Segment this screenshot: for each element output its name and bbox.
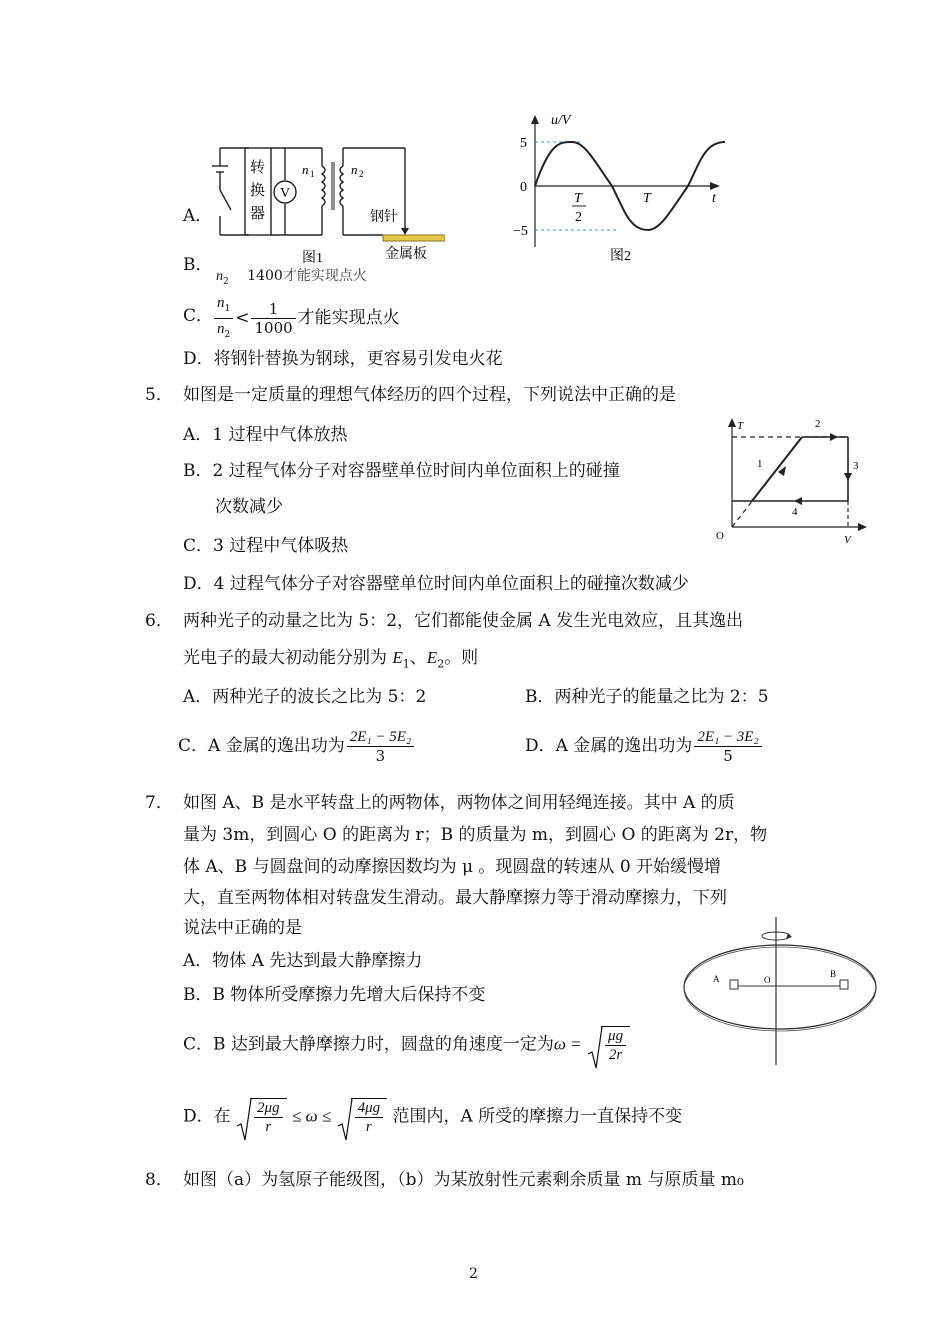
q7-option-b: B．B 物体所受摩擦力先增大后保持不变 [183,985,486,1005]
q6-number: 6． [145,611,173,631]
n1-sub: 1 [310,169,315,179]
n2-sub: 2 [359,169,364,179]
center-o-label: O [764,975,771,985]
object-b-label: B [830,969,837,979]
converter-char-1: 转 [250,160,266,176]
sine-figure-2 [510,112,730,272]
q7-option-c: C．B 达到最大静摩擦力时，圆盘的角速度一定为ω = $\frac{\mu g}{2r}$ [183,1026,630,1064]
y-min-label: −5 [513,224,528,239]
q7-stem-line2: 量为 3m，到圆心 O 的距离为 r；B 的质量为 m，到圆心 O 的距离为 2r，物 [183,825,768,845]
option-c-expr: $\frac{n_1}{n_2}$ < $\frac{1}{1000}$ 才能实现点火 [212,293,400,344]
converter-char-2: 换 [250,183,266,199]
half-period-num: T [574,191,582,206]
q5-option-c: C．3 过程中气体吸热 [183,536,349,556]
process-1-label: 1 [757,458,763,470]
q7-stem-line4: 大，直至两物体相对转盘发生滑动。最大静摩擦力等于滑动摩擦力，下列 [183,888,727,908]
sqrt-sign: $\frac{\mu g}{2r}$ [587,1026,630,1064]
figure-1-caption: 图1 [302,251,323,266]
needle-label: 钢针 [370,210,398,225]
option-a-label: A． [183,206,213,226]
q5-option-a: A．1 过程中气体放热 [183,425,348,445]
q8-number: 8． [145,1170,173,1190]
q5-option-d: D．4 过程气体分子对容器壁单位时间内单位面积上的碰撞次数减少 [183,574,689,594]
y-zero-label: 0 [520,180,527,195]
q5-number: 5． [145,385,173,405]
q6-stem-line2: 光电子的最大初动能分别为 $E_1$、$E_2$。则 [183,648,479,671]
period-label: T [643,191,651,206]
q6-option-d: D．A 金属的逸出功为 $\frac{\text{2E₁ − 3E₂}}{5}$ [525,728,764,765]
option-b-label: B． [183,255,213,275]
v-axis-label: V [844,534,851,545]
option-b-fragment: $n_2$ 1400才能实现点火 [216,268,367,287]
q7-stem-line1: 如图 A、B 是水平转盘上的两物体，两物体之间用轻绳连接。其中 A 的质 [183,793,735,813]
process-3-label: 3 [853,460,859,472]
y-max-label: 5 [520,136,527,151]
q6-option-a: A．两种光子的波长之比为 5：2 [183,687,427,707]
q6-stem-line1: 两种光子的动量之比为 5：2，它们都能使金属 A 发生光电效应，且其逸出 [183,611,744,631]
y-axis-label: u/V [551,113,571,128]
q4-option-d: D．将钢针替换为钢球，更容易引发电火花 [183,349,503,369]
process-2-label: 2 [815,418,821,430]
q6-option-b: B．两种光子的能量之比为 2：5 [525,687,769,707]
n1-label: n [302,162,309,177]
circuit-figure-1 [205,138,445,268]
q7-option-a: A．物体 A 先达到最大静摩擦力 [183,951,423,971]
plate-label: 金属板 [385,247,427,262]
q5-option-b-line2: 次数减少 [215,497,283,517]
q5-stem: 如图是一定质量的理想气体经历的四个过程，下列说法中正确的是 [183,385,676,405]
t-axis-label: T [737,420,744,432]
turntable-figure [680,915,890,1070]
origin-label: O [716,530,724,542]
figure-2-caption: 图2 [610,249,631,264]
q5-option-b-line1: B．2 过程气体分子对容器壁单位时间内单位面积上的碰撞 [183,461,620,481]
object-a-label: A [713,974,720,984]
process-4-label: 4 [792,506,798,518]
page-number: 2 [469,1266,478,1282]
q8-stem: 如图（a）为氢原子能级图，（b）为某放射性元素剩余质量 m 与原质量 m₀ [183,1170,744,1190]
q7-option-d: D．在 $\frac{2\mu g}{r}$ ≤ ω ≤ $\frac{4\mu g}{r}$ 范围内，A 所受的摩擦力一直保持不变 [183,1098,682,1136]
n2-label: n [351,162,358,177]
tv-graph [712,415,872,545]
x-axis-label: t [712,191,716,206]
converter-char-3: 器 [250,206,266,222]
voltmeter-label: V [280,186,291,201]
half-period-den: 2 [575,210,582,225]
q6-option-c: C．A 金属的逸出功为 $\frac{\text{2E₁ − 5E₂}}{3}$ [178,728,416,765]
q7-stem-line3: 体 A、B 与圆盘间的动摩擦因数均为 μ 。现圆盘的转速从 0 开始缓慢增 [183,857,722,877]
q7-stem-line5: 说法中正确的是 [183,918,302,938]
option-c-label: C． [183,306,214,326]
q7-number: 7． [145,793,173,813]
